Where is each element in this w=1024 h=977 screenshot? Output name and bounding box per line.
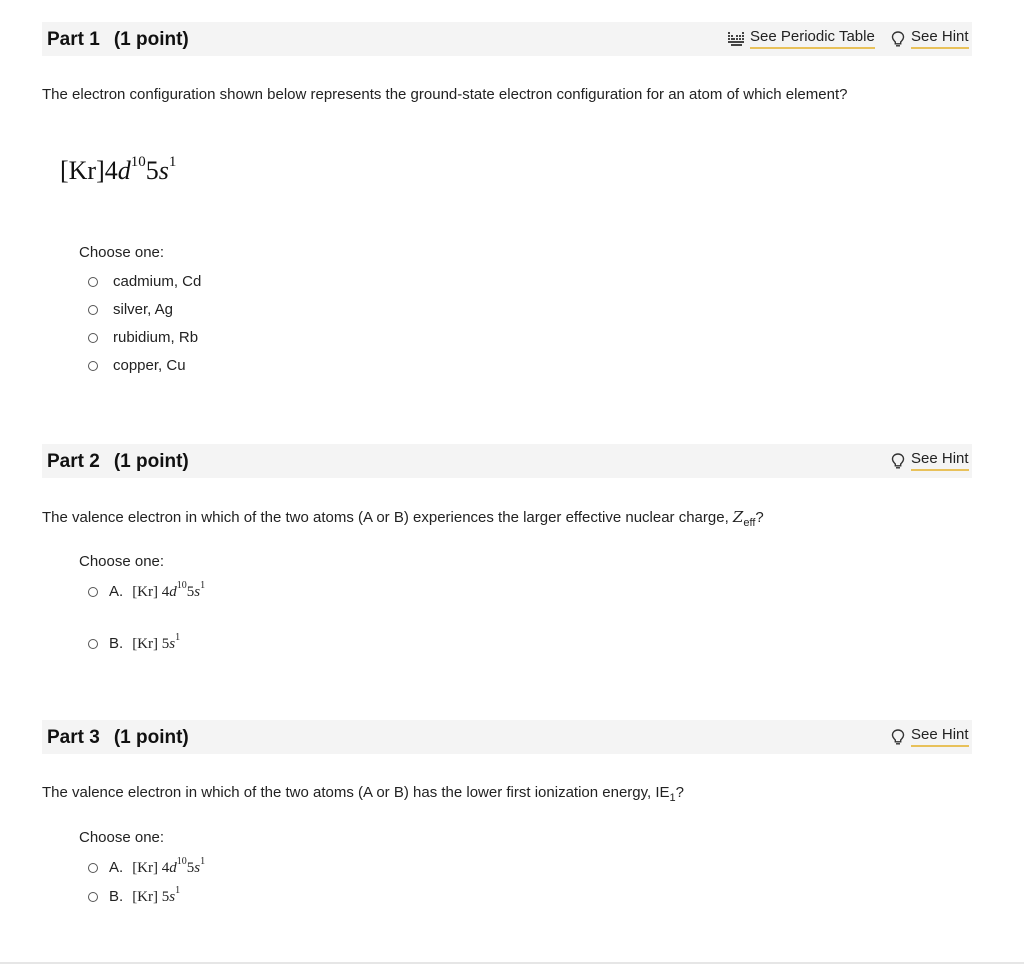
part1-points: (1 point): [113, 29, 189, 50]
config-shell2: 5: [186, 860, 195, 876]
part1-header: [42, 22, 972, 56]
radio-button[interactable]: [88, 333, 98, 343]
part2-points: (1 point): [113, 451, 189, 472]
config-shell1: 5: [161, 636, 170, 652]
part1-question: The electron configuration shown below represents the ground-state electron configuration for an atom of which element?: [42, 86, 848, 103]
config-sup2: 1: [168, 154, 177, 171]
part3-option-a[interactable]: [88, 858, 205, 877]
part3-question-end: ?: [675, 784, 684, 801]
part2-see-hint-link[interactable]: [891, 450, 969, 471]
config-orbital1: d: [117, 156, 131, 185]
config-sup2: 1: [200, 856, 206, 867]
config-orbital2: s: [158, 156, 169, 185]
config-shell2: 5: [186, 584, 195, 600]
option-letter: B.: [109, 888, 124, 905]
bottom-divider: [0, 962, 1024, 964]
periodic-table-icon: [728, 32, 744, 46]
option-letter: B.: [109, 635, 124, 652]
lightbulb-icon: [891, 453, 905, 469]
part2-title: [47, 451, 189, 473]
config-shell1: 5: [161, 889, 170, 905]
option-configuration: [132, 634, 180, 653]
see-periodic-table-label: See Periodic Table: [750, 28, 875, 49]
config-core: [Kr]: [132, 584, 159, 600]
config-core: [Kr]: [132, 860, 159, 876]
part3-title: [47, 727, 189, 749]
option-configuration: [132, 887, 180, 906]
config-orbital1: d: [169, 860, 177, 876]
part2-option-b[interactable]: [88, 634, 180, 653]
part3-choose-label: Choose one:: [79, 829, 165, 846]
part3-option-b[interactable]: [88, 887, 180, 906]
part3-title-text: Part 3: [47, 727, 100, 748]
option-label: cadmium, Cd: [113, 273, 202, 290]
part2-header: [42, 444, 972, 478]
radio-button[interactable]: [88, 587, 98, 597]
config-shell1: 4: [104, 156, 118, 185]
radio-button[interactable]: [88, 892, 98, 902]
radio-button[interactable]: [88, 305, 98, 315]
part3-header: [42, 720, 972, 754]
option-label: rubidium, Rb: [113, 329, 199, 346]
option-label: silver, Ag: [113, 301, 174, 318]
part1-see-hint-link[interactable]: [891, 28, 969, 49]
part1-option-copper[interactable]: [88, 357, 186, 374]
part1-option-silver[interactable]: [88, 301, 173, 318]
zeff-subscript: eff: [743, 517, 756, 529]
radio-button[interactable]: [88, 361, 98, 371]
part2-question-end: ?: [755, 509, 764, 526]
config-sup1: 10: [176, 856, 187, 867]
radio-button[interactable]: [88, 277, 98, 287]
lightbulb-icon: [891, 31, 905, 47]
part1-title: [47, 29, 189, 51]
config-sup2: 1: [200, 580, 206, 591]
config-shell1: 4: [161, 584, 170, 600]
part3-see-hint-label: See Hint: [911, 726, 969, 747]
part1-option-cadmium[interactable]: [88, 273, 201, 290]
part1-title-text: Part 1: [47, 29, 100, 50]
part2-question: [42, 508, 764, 529]
part2-question-text: The valence electron in which of the two atoms (A or B) experiences the larger effective nuclear charge,: [42, 509, 733, 526]
see-periodic-table-link[interactable]: [728, 28, 875, 49]
radio-button[interactable]: [88, 639, 98, 649]
part2-option-a[interactable]: [88, 582, 205, 601]
config-orbital2: s: [194, 860, 201, 876]
option-configuration: [132, 858, 205, 877]
part2-choose-label: Choose one:: [79, 553, 165, 570]
zeff-symbol: Z: [732, 508, 744, 526]
lightbulb-icon: [891, 729, 905, 745]
option-letter: A.: [109, 583, 124, 600]
part1-see-hint-label: See Hint: [911, 28, 969, 49]
config-sup1: 1: [175, 885, 181, 896]
config-core: [Kr]: [132, 636, 159, 652]
config-core: [Kr]: [60, 156, 105, 185]
config-sup1: 1: [175, 632, 181, 643]
option-label: copper, Cu: [113, 357, 186, 374]
config-shell1: 4: [161, 860, 170, 876]
part3-question-text: The valence electron in which of the two atoms (A or B) has the lower first ionization energy, IE: [42, 784, 670, 801]
option-configuration: [132, 582, 205, 601]
option-letter: A.: [109, 859, 124, 876]
config-sup1: 10: [176, 580, 187, 591]
ie-subscript: 1: [669, 792, 676, 804]
part3-question: [42, 784, 684, 804]
part2-title-text: Part 2: [47, 451, 100, 472]
part1-option-rubidium[interactable]: [88, 329, 198, 346]
part3-see-hint-link[interactable]: [891, 726, 969, 747]
part3-points: (1 point): [113, 727, 189, 748]
config-orbital1: d: [169, 584, 177, 600]
config-orbital1: s: [169, 636, 176, 652]
config-core: [Kr]: [132, 889, 159, 905]
config-orbital2: s: [194, 584, 201, 600]
part1-choose-label: Choose one:: [79, 244, 165, 261]
radio-button[interactable]: [88, 863, 98, 873]
config-shell2: 5: [145, 156, 159, 185]
part1-electron-configuration: [60, 156, 176, 186]
config-sup1: 10: [130, 154, 146, 171]
part2-see-hint-label: See Hint: [911, 450, 969, 471]
config-orbital1: s: [169, 889, 176, 905]
